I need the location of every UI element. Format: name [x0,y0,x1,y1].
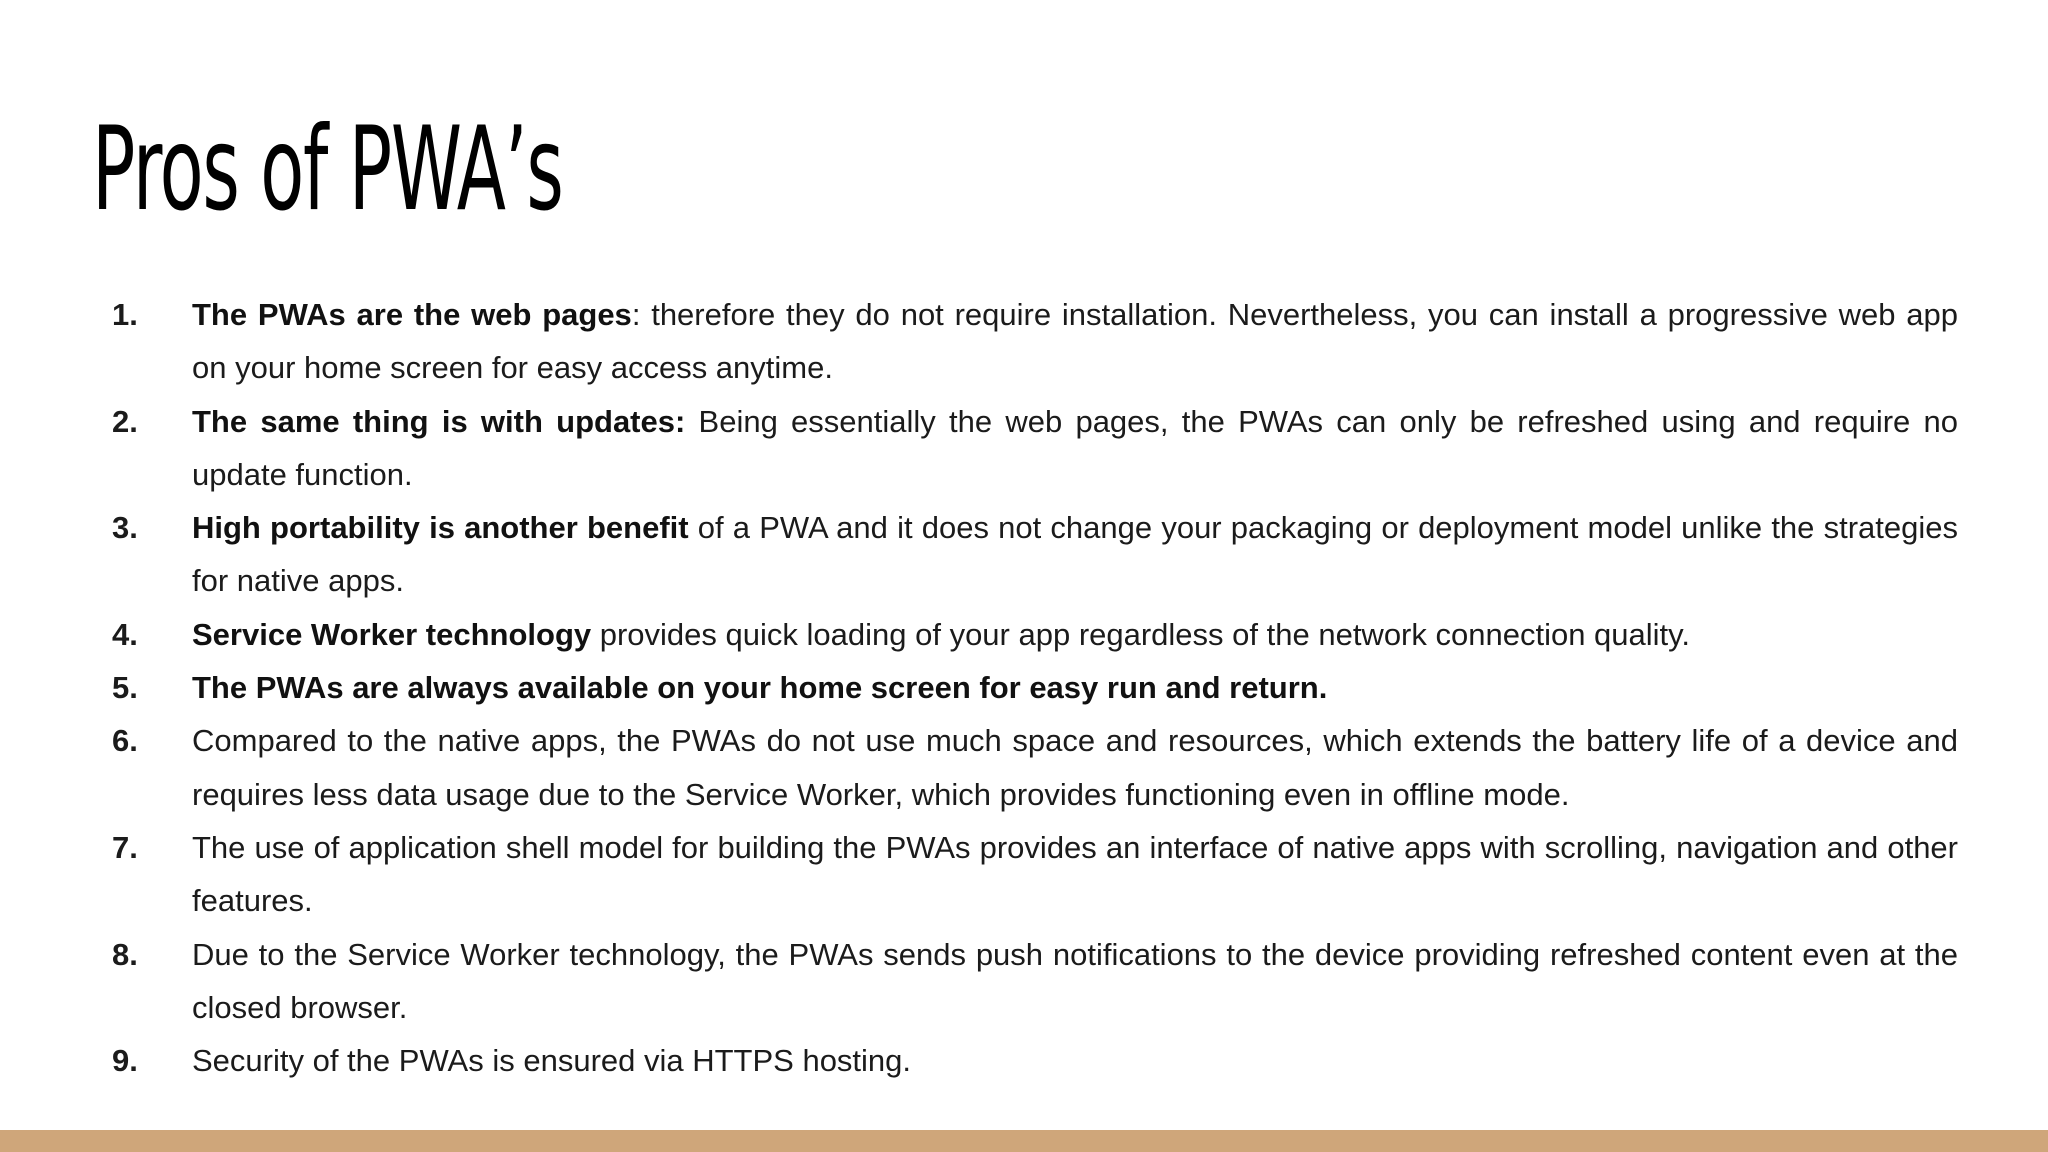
list-item [110,395,1958,502]
item-lead: The PWAs are the web pages [192,297,632,332]
item-number: 4. [112,616,138,652]
footer-accent-bar [0,1130,2048,1152]
list-item [110,661,1958,714]
pros-list [110,288,1958,1087]
list-item [110,821,1958,928]
list-item [110,288,1958,395]
item-lead: The same thing is with updates: [192,403,686,439]
item-number: 7. [112,829,138,865]
item-text: Being essentially the web pages, the PWAs can only be refreshed using and require no update function. [192,403,1958,492]
item-number: 2. [112,403,138,439]
list-item [110,1034,1958,1087]
item-lead: Service Worker technology [192,616,592,652]
item-text: The use of application shell model for building the PWAs provides an interface of native apps with scrolling, navigation and other features. [192,829,1958,919]
item-lead: High portability is another benefit [192,510,689,546]
item-text: Due to the Service Worker technology, the PWAs sends push notifications to the device providing refreshed content even at the closed browser. [192,936,1958,1025]
item-text: of a PWA and it does not change your packaging or deployment model unlike the strategies for native apps. [192,510,1958,599]
item-number: 6. [112,723,138,759]
list-item [110,608,1958,661]
item-number: 5. [112,670,138,706]
item-number: 9. [112,1043,138,1079]
item-number: 3. [112,510,138,546]
item-number: 1. [112,297,138,332]
list-item [110,714,1958,821]
item-number: 8. [112,936,138,972]
list-item [110,928,1958,1035]
item-text: Security of the PWAs is ensured via HTTPS hosting. [192,1043,912,1079]
list-item [110,501,1958,608]
item-lead: The PWAs are always available on your home screen for easy run and return. [192,670,1328,706]
slide-title: Pros of PWA’s [92,102,563,237]
item-text: provides quick loading of your app regardless of the network connection quality. [591,616,1690,652]
item-text: : therefore they do not require installation. Nevertheless, you can install a progressive web app on your home screen for easy access anytime. [192,297,1959,386]
item-text: Compared to the native apps, the PWAs do not use much space and resources, which extends the battery life of a device and requires less data usage due to the Service Worker, which provides functioning even in offline mode. [192,723,1958,812]
